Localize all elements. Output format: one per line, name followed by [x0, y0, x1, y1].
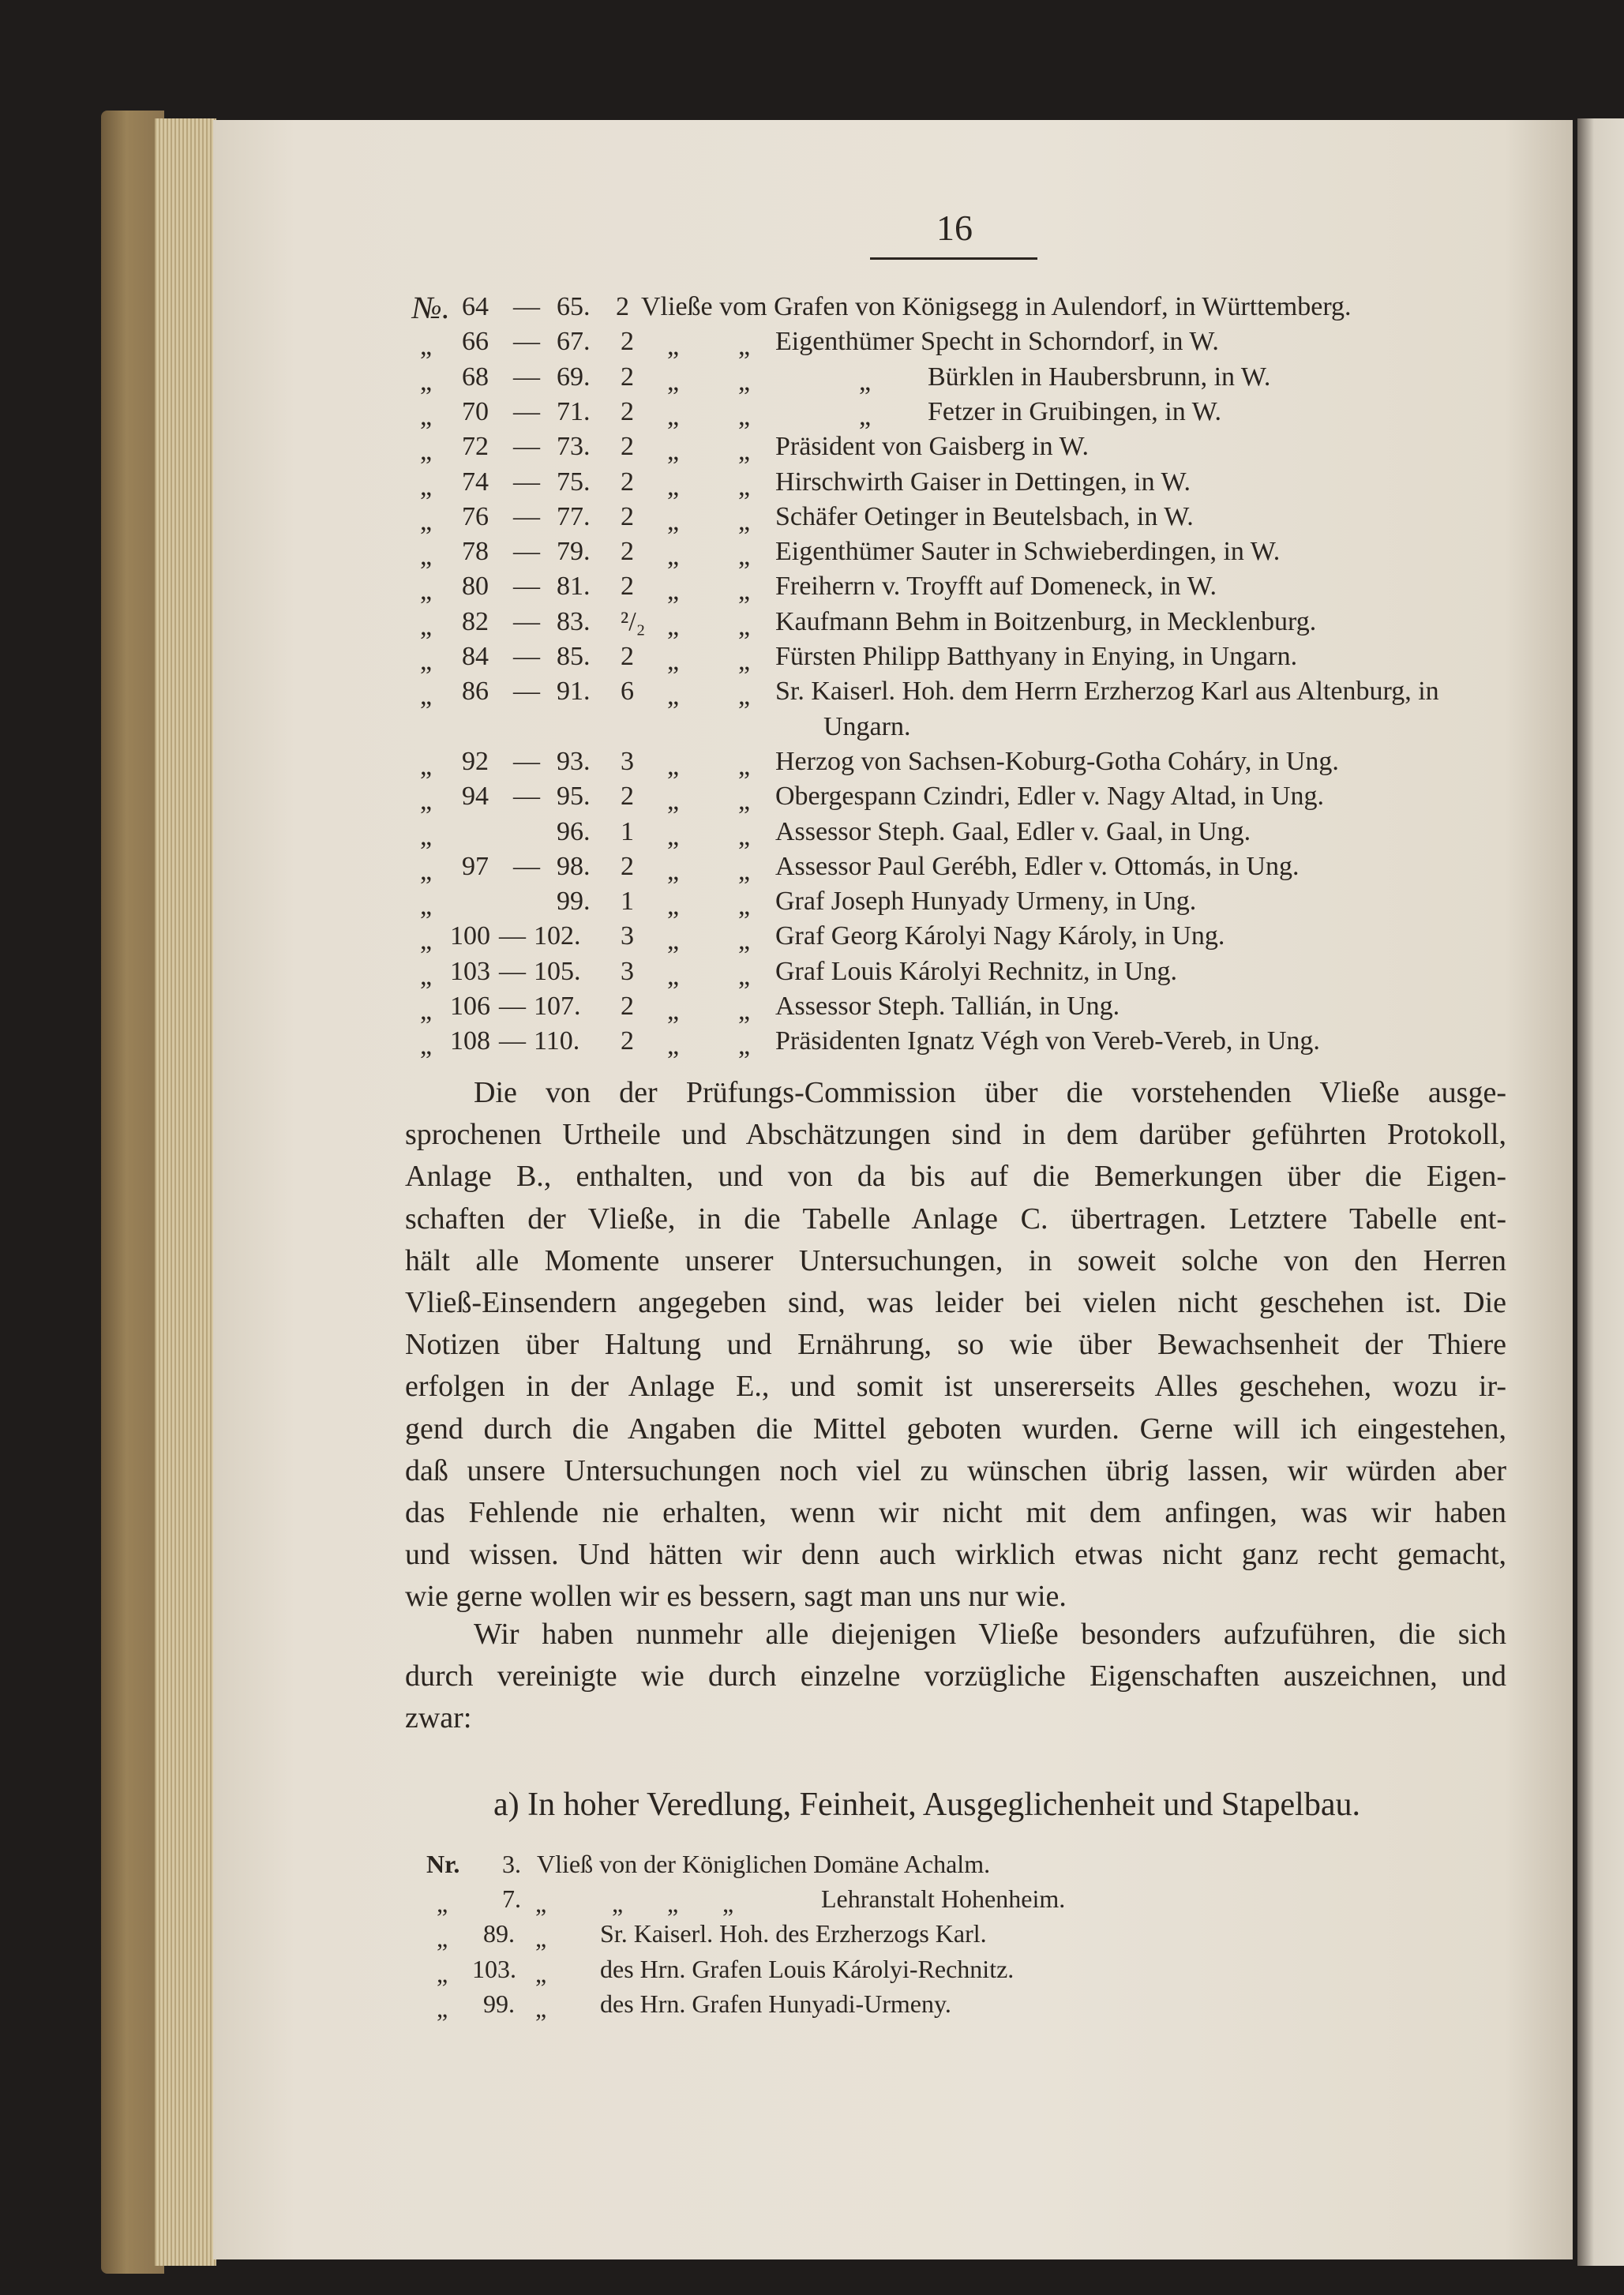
text-line: Wir haben nunmehr alle diejenigen Vließe besonders aufzuführen, die sich — [474, 1618, 1506, 1651]
ditto-mark: „ — [738, 891, 751, 921]
fleece-count: 2 — [621, 992, 634, 1021]
entry-text: Kaufmann Behm in Boitzenburg, in Mecklenburg. — [775, 606, 1317, 636]
fleece-count: 2 — [621, 851, 634, 881]
range-dash: — — [513, 782, 540, 812]
range-dash: — — [513, 432, 540, 462]
entry-text: Vließe vom Grafen von Königsegg in Aulendorf, in Württemberg. — [641, 292, 1352, 321]
range-from: 108 — [450, 1026, 490, 1056]
range-dash: — — [499, 992, 526, 1021]
ditto-mark: „ — [738, 1031, 751, 1061]
ditto-mark: „ — [420, 647, 433, 676]
ditto-mark: „ — [667, 751, 680, 781]
fleece-count: 6 — [621, 677, 634, 707]
text-line: Notizen über Haltung und Ernährung, so wie über Bewachsenheit der Thiere — [405, 1328, 1506, 1362]
range-to: 95. — [557, 782, 591, 812]
entry-text: Graf Louis Károlyi Rechnitz, in Ung. — [775, 956, 1177, 986]
ditto-mark: „ — [667, 856, 680, 886]
ditto-mark: „ — [535, 1924, 547, 1953]
range-from: 64 — [462, 292, 489, 321]
ditto-mark: „ — [667, 611, 680, 641]
range-to: 105. — [534, 956, 581, 986]
fleece-count: 2 — [621, 327, 634, 357]
range-to: 107. — [534, 992, 581, 1021]
fleece-count: ²/₂ — [621, 606, 646, 636]
range-dash: — — [499, 956, 526, 986]
range-dash: — — [513, 642, 540, 671]
fleece-count: 2 — [616, 292, 629, 321]
fleece-count: 2 — [621, 537, 634, 567]
range-from: 72 — [462, 432, 489, 462]
ditto-mark: „ — [420, 1031, 433, 1061]
entry-text: Assessor Steph. Gaal, Edler v. Gaal, in Ung. — [775, 816, 1251, 846]
ditto-mark: „ — [420, 611, 433, 641]
table-row — [0, 502, 1624, 537]
ditto-mark: „ — [667, 542, 680, 572]
fleece-count: 2 — [621, 362, 634, 392]
ditto-mark: „ — [667, 926, 680, 956]
ditto-mark: „ — [738, 856, 751, 886]
range-dash: — — [513, 851, 540, 881]
range-to: 79. — [557, 537, 591, 567]
table-row — [0, 467, 1624, 502]
ditto-mark: „ — [738, 576, 751, 606]
ditto-mark: „ — [535, 1993, 547, 2023]
text-line: Die von der Prüfungs-Commission über die vorstehenden Vließe ausge- — [474, 1076, 1506, 1109]
entry-text: Hirschwirth Gaiser in Dettingen, in W. — [775, 467, 1191, 497]
ditto-mark: „ — [738, 681, 751, 711]
ditto-mark: „ — [667, 366, 680, 396]
table-row — [0, 1026, 1624, 1061]
fleece-count: 2 — [621, 642, 634, 671]
entry-text: Obergespann Czindri, Edler v. Nagy Altad, in Ung. — [775, 782, 1324, 812]
section-heading: a) In hoher Veredlung, Feinheit, Ausgeglichenheit und Stapelbau. — [493, 1787, 1360, 1823]
range-dash: — — [513, 537, 540, 567]
ditto-mark: „ — [420, 926, 433, 956]
table-row — [0, 327, 1624, 362]
ditto-mark: „ — [738, 471, 751, 501]
list-row — [0, 1989, 1624, 2021]
header-rule — [870, 257, 1037, 260]
ditto-mark: „ — [420, 366, 433, 396]
table-row — [0, 292, 1624, 327]
list-row — [0, 1884, 1624, 1916]
ditto-mark: „ — [667, 471, 680, 501]
text-line: daß unsere Untersuchungen noch viel zu wünschen übrig lassen, wir würden aber — [405, 1453, 1506, 1487]
ditto-mark: „ — [667, 786, 680, 816]
text-line: schaften der Vließe, in die Tabelle Anlage C. übertragen. Letztere Tabelle ent- — [405, 1202, 1506, 1236]
number-label: №. — [412, 290, 450, 325]
table-row — [0, 642, 1624, 677]
range-from: 66 — [462, 327, 489, 357]
range-to: 93. — [557, 746, 591, 776]
ditto-mark: „ — [667, 506, 680, 536]
range-to: 102. — [534, 921, 581, 951]
range-dash: — — [499, 1026, 526, 1056]
ditto-mark: „ — [738, 542, 751, 572]
range-to: 65. — [557, 292, 591, 321]
ditto-mark: „ — [738, 401, 751, 431]
fleece-count: 2 — [621, 572, 634, 602]
number-label: Nr. — [426, 1850, 460, 1878]
ditto-mark: „ — [420, 961, 433, 991]
entry-text: Präsident von Gaisberg in W. — [775, 432, 1089, 462]
fleece-count: 2 — [621, 1026, 634, 1056]
fleece-count: 2 — [621, 467, 634, 497]
range-to: 91. — [557, 677, 591, 707]
fleece-count: 3 — [621, 956, 634, 986]
range-from: 84 — [462, 642, 489, 671]
range-from: 78 — [462, 537, 489, 567]
fleece-count: 2 — [621, 501, 634, 531]
entry-text: Freiherrn v. Troyfft auf Domeneck, in W. — [775, 572, 1217, 602]
entry-text: des Hrn. Grafen Hunyadi-Urmeny. — [600, 1989, 951, 2018]
ditto-mark: „ — [738, 366, 751, 396]
range-to: 67. — [557, 327, 591, 357]
range-to: 77. — [557, 501, 591, 531]
range-dash: — — [513, 467, 540, 497]
text-line: Vließ-Einsendern angegeben sind, was leider bei vielen nicht geschehen ist. Die — [405, 1286, 1506, 1319]
ditto-mark: „ — [420, 751, 433, 781]
range-from: 86 — [462, 677, 489, 707]
page-number: 16 — [936, 208, 973, 248]
entry-text: Eigenthümer Sauter in Schwieberdingen, in W. — [775, 537, 1281, 567]
table-row — [0, 957, 1624, 992]
range-to: 98. — [557, 851, 591, 881]
entry-text: Fetzer in Gruibingen, in W. — [928, 396, 1222, 426]
entry-text: Assessor Paul Gerébh, Edler v. Ottomás, in Ung. — [775, 851, 1300, 881]
entry-text: Fürsten Philipp Batthyany in Enying, in Ungarn. — [775, 642, 1298, 671]
ditto-mark: „ — [738, 506, 751, 536]
fleece-count: 2 — [621, 396, 634, 426]
text-line: sprochenen Urtheile und Abschätzungen sind in dem darüber geführten Protokoll, — [405, 1118, 1506, 1152]
ditto-mark: „ — [738, 961, 751, 991]
ditto-mark: „ — [667, 1031, 680, 1061]
ditto-mark: „ — [612, 1889, 624, 1918]
range-from: 80 — [462, 572, 489, 602]
table-row — [0, 432, 1624, 467]
entry-number: 7. — [502, 1884, 521, 1914]
ditto-mark: „ — [667, 1889, 679, 1918]
fleece-count: 2 — [621, 782, 634, 812]
table-row — [0, 992, 1624, 1026]
range-dash: — — [513, 396, 540, 426]
ditto-mark: „ — [437, 1993, 448, 2023]
ditto-mark: „ — [738, 437, 751, 467]
fleece-count: 2 — [621, 432, 634, 462]
table-row — [0, 782, 1624, 816]
list-row — [0, 1955, 1624, 1986]
ditto-mark: „ — [420, 821, 433, 851]
ditto-mark: „ — [667, 576, 680, 606]
range-from: 82 — [462, 606, 489, 636]
ditto-mark: „ — [859, 366, 872, 396]
ditto-mark: „ — [667, 961, 680, 991]
entry-text: Präsidenten Ignatz Végh von Vereb-Vereb, in Ung. — [775, 1026, 1320, 1056]
entry-number: 89. — [483, 1919, 515, 1948]
range-to: 81. — [557, 572, 591, 602]
ditto-mark: „ — [420, 996, 433, 1026]
text-line: das Fehlende nie erhalten, wenn wir nicht mit dem anfingen, was wir haben — [405, 1496, 1506, 1529]
text-line: durch vereinigte wie durch einzelne vorzügliche Eigenschaften auszeichnen, und — [405, 1659, 1506, 1693]
entry-text: Assessor Steph. Tallián, in Ung. — [775, 992, 1120, 1021]
ditto-mark: „ — [738, 647, 751, 676]
ditto-mark: „ — [420, 401, 433, 431]
ditto-mark: „ — [738, 786, 751, 816]
entry-text: Graf Joseph Hunyady Urmeny, in Ung. — [775, 887, 1197, 917]
range-from: 94 — [462, 782, 489, 812]
range-to: 85. — [557, 642, 591, 671]
table-row — [0, 537, 1624, 572]
range-dash: — — [513, 501, 540, 531]
range-from: 68 — [462, 362, 489, 392]
entry-text: Sr. Kaiserl. Hoh. dem Herrn Erzherzog Karl aus Altenburg, in — [775, 677, 1439, 707]
range-to: 75. — [557, 467, 591, 497]
range-from: 106 — [450, 992, 490, 1021]
range-dash: — — [513, 362, 540, 392]
table-row — [0, 921, 1624, 956]
range-to: 69. — [557, 362, 591, 392]
table-row — [0, 817, 1624, 852]
text-line: zwar: — [405, 1701, 472, 1735]
ditto-mark: „ — [420, 471, 433, 501]
ditto-mark: „ — [420, 542, 433, 572]
table-row — [0, 572, 1624, 606]
ditto-mark: „ — [738, 332, 751, 362]
table-row — [0, 852, 1624, 887]
text-line: erfolgen in der Anlage E., und somit ist unsererseits Alles geschehen, wozu ir- — [405, 1370, 1506, 1404]
range-to: 83. — [557, 606, 591, 636]
range-to: 96. — [557, 816, 591, 846]
range-dash: — — [513, 746, 540, 776]
ditto-mark: „ — [667, 681, 680, 711]
text-line: und wissen. Und hätten wir denn auch wirklich etwas nicht ganz recht gemacht, — [405, 1538, 1506, 1572]
ditto-mark: „ — [437, 1924, 448, 1953]
ditto-mark: „ — [667, 996, 680, 1026]
ditto-mark: „ — [420, 576, 433, 606]
ditto-mark: „ — [535, 1959, 547, 1988]
table-row — [0, 362, 1624, 397]
range-from: 70 — [462, 396, 489, 426]
entry-number: 99. — [483, 1989, 515, 2018]
range-from: 74 — [462, 467, 489, 497]
range-to: 73. — [557, 432, 591, 462]
list-row — [0, 1850, 1624, 1881]
entry-text: Bürklen in Haubersbrunn, in W. — [928, 362, 1271, 392]
ditto-mark: „ — [420, 437, 433, 467]
entry-text: Vließ von der Königlichen Domäne Achalm. — [537, 1850, 991, 1878]
entry-text: Eigenthümer Specht in Schorndorf, in W. — [775, 327, 1219, 357]
range-from: 97 — [462, 851, 489, 881]
fleece-count: 3 — [621, 746, 634, 776]
ditto-mark: „ — [420, 506, 433, 536]
range-from: 92 — [462, 746, 489, 776]
text-line: Anlage B., enthalten, und von da bis auf die Bemerkungen über die Eigen- — [405, 1160, 1506, 1194]
fleece-count: 1 — [621, 816, 634, 846]
list-row — [0, 1919, 1624, 1951]
range-to: 71. — [557, 396, 591, 426]
ditto-mark: „ — [420, 681, 433, 711]
entry-text: Herzog von Sachsen-Koburg-Gotha Coháry, in Ung. — [775, 746, 1339, 776]
ditto-mark: „ — [535, 1889, 547, 1918]
entry-text: des Hrn. Grafen Louis Károlyi-Rechnitz. — [600, 1954, 1015, 1983]
entry-number: 3. — [502, 1850, 521, 1878]
ditto-mark: „ — [667, 401, 680, 431]
row-continuation: Ungarn. — [823, 711, 911, 741]
entry-text: Schäfer Oetinger in Beutelsbach, in W. — [775, 501, 1194, 531]
ditto-mark: „ — [667, 821, 680, 851]
range-dash: — — [513, 677, 540, 707]
ditto-mark: „ — [667, 647, 680, 676]
entry-text: Graf Georg Károlyi Nagy Károly, in Ung. — [775, 921, 1225, 951]
fleece-count: 1 — [621, 887, 634, 917]
ditto-mark: „ — [738, 926, 751, 956]
fleece-count: 3 — [621, 921, 634, 951]
ditto-mark: „ — [722, 1889, 734, 1918]
table-row — [0, 397, 1624, 432]
table-row — [0, 712, 1624, 747]
range-dash: — — [513, 606, 540, 636]
range-dash: — — [499, 921, 526, 951]
table-row — [0, 747, 1624, 782]
text-line: hält alle Momente unserer Untersuchungen, in soweit solche von den Herren — [405, 1243, 1506, 1277]
range-from: 103 — [450, 956, 490, 986]
entry-text: Sr. Kaiserl. Hoh. des Erzherzogs Karl. — [600, 1919, 987, 1948]
range-dash: — — [513, 292, 540, 321]
range-dash: — — [513, 327, 540, 357]
range-to: 110. — [534, 1026, 580, 1056]
table-row — [0, 887, 1624, 921]
ditto-mark: „ — [420, 856, 433, 886]
text-line: wie gerne wollen wir es bessern, sagt man uns nur wie. — [405, 1580, 1067, 1614]
table-row — [0, 607, 1624, 642]
range-dash: — — [513, 572, 540, 602]
ditto-mark: „ — [859, 401, 872, 431]
ditto-mark: „ — [437, 1889, 448, 1918]
range-from: 100 — [450, 921, 490, 951]
ditto-mark: „ — [420, 891, 433, 921]
ditto-mark: „ — [667, 437, 680, 467]
table-row — [0, 677, 1624, 711]
ditto-mark: „ — [420, 786, 433, 816]
entry-text: Lehranstalt Hohenheim. — [821, 1884, 1066, 1914]
range-to: 99. — [557, 887, 591, 917]
ditto-mark: „ — [738, 821, 751, 851]
ditto-mark: „ — [437, 1959, 448, 1988]
ditto-mark: „ — [738, 611, 751, 641]
ditto-mark: „ — [420, 332, 433, 362]
range-from: 76 — [462, 501, 489, 531]
text-line: gend durch die Angaben die Mittel geboten wurden. Gerne will ich eingestehen, — [405, 1412, 1506, 1446]
ditto-mark: „ — [667, 891, 680, 921]
entry-number: 103. — [472, 1954, 516, 1983]
ditto-mark: „ — [667, 332, 680, 362]
ditto-mark: „ — [738, 996, 751, 1026]
ditto-mark: „ — [738, 751, 751, 781]
